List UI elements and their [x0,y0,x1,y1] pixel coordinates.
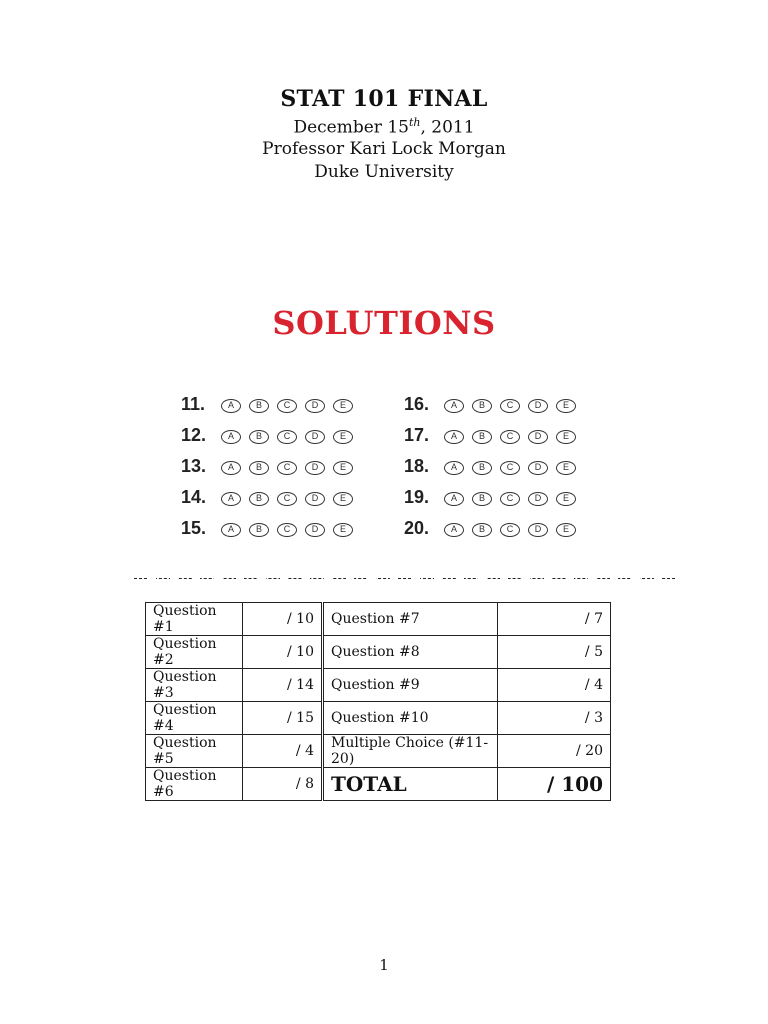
date-prefix: December 15 [293,117,409,138]
answer-bubble-a[interactable]: A [221,430,241,444]
answer-bubble-e[interactable]: E [333,523,353,537]
exam-title: STAT 101 FINAL [280,86,488,112]
answer-bubble-c[interactable]: C [500,430,520,444]
mc-row [404,487,634,511]
points-cell: / 14 [243,669,323,702]
question-label: Question #3 [146,669,243,702]
answer-bubble-d[interactable]: D [528,430,548,444]
answer-bubble-e[interactable]: E [556,492,576,506]
mc-row [404,518,634,542]
cut-line-gaps [134,572,680,586]
answer-bubble-b[interactable]: B [472,430,492,444]
answer-bubble-a[interactable]: A [221,399,241,413]
question-label: Question #5 [146,735,243,768]
answer-bubble-b[interactable]: B [249,523,269,537]
mc-row [404,456,634,480]
answer-bubble-d[interactable]: D [305,399,325,413]
mc-row [181,456,411,480]
answer-bubble-e[interactable]: E [333,492,353,506]
points-cell: / 4 [243,735,323,768]
answer-bubble-b[interactable]: B [472,461,492,475]
table-row [146,603,611,636]
points-cell: / 4 [498,669,611,702]
answer-bubble-d[interactable]: D [528,461,548,475]
points-cell: / 10 [243,603,323,636]
answer-bubble-b[interactable]: B [249,492,269,506]
question-number: 13. [181,456,207,476]
answer-bubble-c[interactable]: C [500,523,520,537]
professor-name: Professor Kari Lock Morgan [262,139,506,159]
mc-row [404,425,634,449]
table-row [146,669,611,702]
answer-bubble-d[interactable]: D [528,492,548,506]
answer-bubble-c[interactable]: C [277,399,297,413]
date-superscript: th [408,116,421,129]
answer-bubble-d[interactable]: D [305,492,325,506]
answer-bubble-e[interactable]: E [556,430,576,444]
table-row [146,735,611,768]
points-cell: / 15 [243,702,323,735]
answer-bubble-c[interactable]: C [500,492,520,506]
table-row [146,768,611,801]
mc-row [181,425,411,449]
answer-bubble-d[interactable]: D [305,523,325,537]
answer-bubble-a[interactable]: A [444,430,464,444]
question-number: 15. [181,518,207,538]
university-name: Duke University [314,162,454,182]
page-number: 1 [379,956,389,974]
total-points: / 100 [498,768,611,801]
answer-bubble-a[interactable]: A [444,399,464,413]
answer-bubble-a[interactable]: A [221,461,241,475]
question-label: Question #1 [146,603,243,636]
answer-bubble-d[interactable]: D [305,430,325,444]
question-label: Question #9 [323,669,498,702]
question-number: 16. [404,394,430,414]
date-suffix: , 2011 [420,117,475,138]
answer-bubble-e[interactable]: E [556,399,576,413]
question-label: Question #4 [146,702,243,735]
answer-bubble-e[interactable]: E [333,399,353,413]
question-label: Question #7 [323,603,498,636]
answer-bubble-a[interactable]: A [444,492,464,506]
mc-row [181,487,411,511]
question-number: 11. [181,394,206,414]
answer-bubble-e[interactable]: E [556,523,576,537]
answer-bubble-a[interactable]: A [444,461,464,475]
question-label: Question #6 [146,768,243,801]
question-label: Question #2 [146,636,243,669]
question-number: 20. [404,518,430,538]
table-row [146,636,611,669]
question-label: Multiple Choice (#11-20) [323,735,498,768]
answer-bubble-b[interactable]: B [472,399,492,413]
answer-bubble-b[interactable]: B [472,492,492,506]
answer-bubble-e[interactable]: E [333,461,353,475]
question-number: 19. [404,487,430,507]
answer-bubble-d[interactable]: D [528,399,548,413]
answer-bubble-d[interactable]: D [528,523,548,537]
answer-bubble-c[interactable]: C [277,461,297,475]
answer-bubble-b[interactable]: B [249,461,269,475]
points-cell: / 20 [498,735,611,768]
exam-date [0,116,768,138]
score-table [145,602,611,801]
answer-bubble-e[interactable]: E [556,461,576,475]
question-label: Question #10 [323,702,498,735]
mc-row [404,394,634,418]
answer-bubble-d[interactable]: D [305,461,325,475]
mc-row [181,394,411,418]
points-cell: / 10 [243,636,323,669]
question-number: 14. [181,487,207,507]
question-number: 12. [181,425,207,445]
answer-bubble-c[interactable]: C [500,399,520,413]
answer-bubble-c[interactable]: C [277,492,297,506]
question-number: 17. [404,425,430,445]
answer-bubble-a[interactable]: A [221,523,241,537]
mc-row [181,518,411,542]
answer-bubble-c[interactable]: C [277,430,297,444]
answer-bubble-b[interactable]: B [472,523,492,537]
solutions-heading: SOLUTIONS [272,304,496,342]
question-number: 18. [404,456,430,476]
total-label: TOTAL [323,768,498,801]
answer-bubble-b[interactable]: B [249,399,269,413]
points-cell: / 8 [243,768,323,801]
answer-bubble-c[interactable]: C [277,523,297,537]
question-label: Question #8 [323,636,498,669]
points-cell: / 3 [498,702,611,735]
answer-bubble-a[interactable]: A [444,523,464,537]
points-cell: / 7 [498,603,611,636]
points-cell: / 5 [498,636,611,669]
answer-bubble-a[interactable]: A [221,492,241,506]
answer-bubble-c[interactable]: C [500,461,520,475]
answer-bubble-b[interactable]: B [249,430,269,444]
answer-bubble-e[interactable]: E [333,430,353,444]
table-row [146,702,611,735]
